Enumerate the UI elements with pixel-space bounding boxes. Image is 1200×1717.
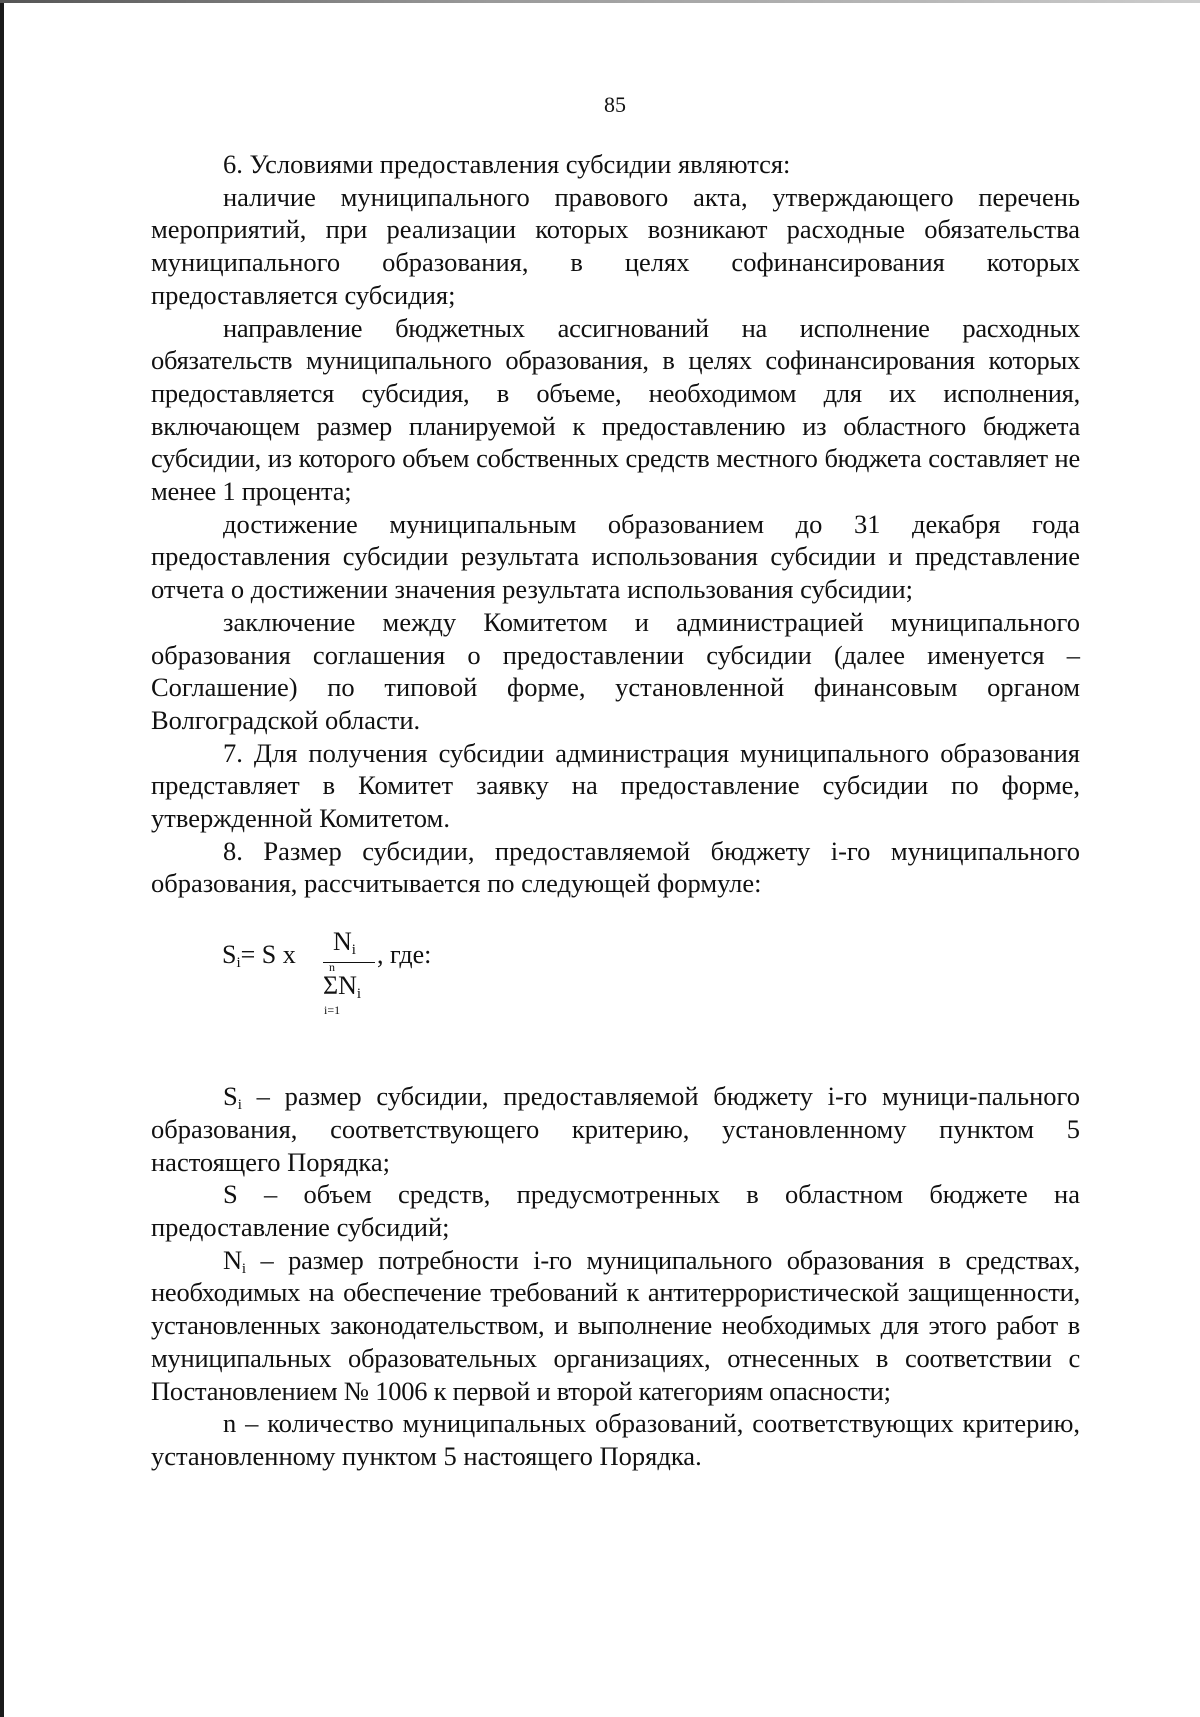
paragraph-8: 8. Размер субсидии, предоставляемой бюджету i-го муниципального образования, рассчитывается по следующей формуле: — [151, 835, 1080, 899]
subsidy-formula — [151, 900, 1080, 1080]
formula-denominator-index: i — [356, 986, 362, 1003]
paragraph-6-condition-result: достижение муниципальным образованием до 31 декабря года предоставления субсидии результата использования субсидии и представление отчета о достижении значения результата использования субсидии; — [151, 508, 1080, 605]
page-number: 85 — [604, 92, 626, 117]
definition-ni-text: – размер потребности i-го муниципального образования в средствах, необходимых на обеспечение требований к антитеррористической защищенности, установленных законодательством, и выполнение необходимых для этого работ в муниципальных образовательных организациях, отнесенных в соответствии с Постановлением № 1006 к первой и второй категориям опасности; — [151, 1244, 1080, 1406]
formula-numerator-index: i — [351, 942, 356, 959]
definition-n: n – количество муниципальных образований, соответствующих критерию, установленному пунктом 5 настоящего Порядка. — [151, 1408, 1080, 1471]
document-body — [151, 148, 1080, 1473]
definition-si-symbol: S — [223, 1081, 238, 1112]
formula-lhs — [222, 940, 296, 970]
formula-sum-upper: n — [329, 960, 335, 975]
formula-tail: , где: — [377, 940, 432, 970]
definition-si-text: – размер субсидии, предоставляемой бюджету i-го муници-пального образования, соответствующего критерию, установленному пунктом 5 настоящего Порядка; — [151, 1081, 1080, 1177]
scan-edge-left — [0, 0, 4, 1717]
formula-lhs-index: i — [236, 955, 241, 972]
formula-sum-lower: i=1 — [324, 1003, 341, 1018]
scan-edge-top — [0, 0, 1200, 3]
formula-denominator-symbol: ΣN — [323, 971, 357, 1001]
paragraph-6-condition-agreement: заключение между Комитетом и администрацией муниципального образования соглашения о предоставлении субсидии (далее именуется – Соглашение) по типовой форме, установленной финансовым органом Волгоградской области. — [151, 606, 1080, 735]
formula-fraction — [319, 928, 379, 1018]
paragraph-6: 6. Условиями предоставления субсидии являются: — [223, 149, 791, 179]
formula-equals-times: = S x — [240, 940, 296, 970]
paragraph-6-condition-budget: направление бюджетных ассигнований на исполнение расходных обязательств муниципального образования, в целях софинансирования которых предоставляется субсидия, в объеме, необходимом для их исполнения, включающем размер планируемой к предоставлению из областного бюджета субсидии, из которого объем собственных средств местного бюджета составляет не менее 1 процента; — [151, 312, 1080, 507]
paragraph-7: 7. Для получения субсидии администрация муниципального образования представляет в Комитет заявку на предоставление субсидии по форме, утвержденной Комитетом. — [151, 737, 1080, 834]
formula-numerator-symbol: N — [333, 927, 352, 957]
definition-ni-index: i — [241, 1260, 246, 1277]
definition-ni-symbol: N — [223, 1244, 242, 1275]
definition-ni — [151, 1244, 1080, 1408]
definition-s: S – объем средств, предусмотренных в областном бюджете на предоставление субсидий; — [151, 1179, 1080, 1242]
paragraph-6-condition-legal-act: наличие муниципального правового акта, утверждающего перечень мероприятий, при реализации которых возникают расходные обязательства муниципального образования, в целях софинансирования которых предоставляется субсидия; — [151, 181, 1080, 310]
definition-si-index: i — [237, 1097, 242, 1114]
formula-numerator — [333, 927, 356, 959]
formula-lhs-symbol: S — [222, 940, 237, 970]
formula-denominator — [323, 971, 362, 1003]
definition-si — [151, 1080, 1080, 1178]
